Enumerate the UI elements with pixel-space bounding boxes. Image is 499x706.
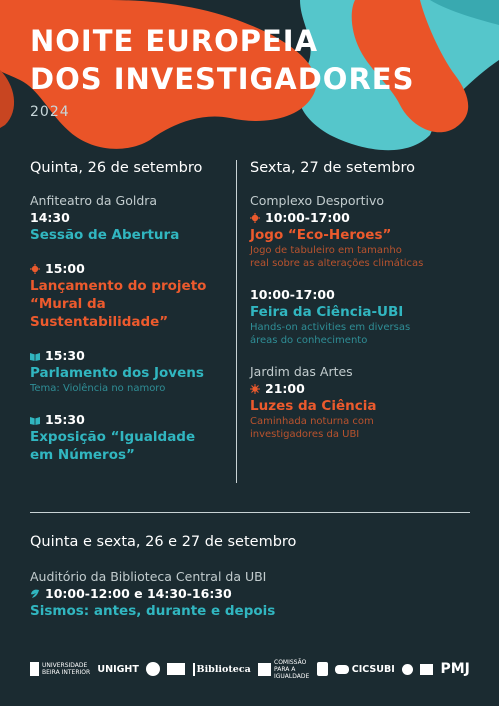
event-title: Feira da Ciência-UBI [250,304,404,320]
gear-emblem-icon [402,664,413,675]
pe-logo-icon [317,662,328,676]
column-divider [236,160,237,483]
event-time: 15:30 [30,411,230,428]
venue-sports-complex: Complexo Desportivo [250,193,385,208]
logo-bars [420,664,433,675]
event-equality-exhibition [30,411,230,464]
emblem-icon [146,662,160,676]
logo-boxed-emblem [167,663,185,675]
event-title: Jogo “Eco-Heroes” [250,227,392,243]
friday-column [250,160,480,457]
event-time: 15:00 [30,260,230,277]
book-icon [30,351,40,361]
event-description: Tema: Violência no namoro [30,383,166,394]
bars-logo-icon [420,664,433,675]
event-title: Sessão de Abertura [30,227,180,243]
logo-gear-emblem [402,664,413,675]
event-description: investigadores da UBI [250,429,360,440]
day-heading-both: Quinta e sexta, 26 e 27 de setembro [30,534,297,550]
venue-goldra: Anfiteatro da Goldra [30,193,158,208]
sun-icon [250,213,260,223]
event-title: Lançamento do projeto [30,278,207,294]
logo-ubi: UNIVERSIDADE BEIRA INTERIOR [30,662,90,676]
event-year: 2024 [30,104,70,120]
event-title: Sustentabilidade” [30,314,169,330]
event-time: 14:30 [30,210,70,225]
logo-comissao-igualdade: COMISSÃO PARA A IGUALDADE [258,659,309,680]
event-title [30,22,490,120]
event-title: Parlamento dos Jovens [30,365,204,381]
event-title: “Mural da [30,296,106,312]
logo-round-emblem [146,662,160,676]
venue-central-library: Auditório da Biblioteca Central da UBI [30,569,267,584]
logo-unight: UNIGHT [97,663,139,675]
book-icon [30,415,40,425]
event-description: real sobre as alterações climáticas [250,258,424,269]
event-time: 10:00-17:00 [250,287,335,302]
venue-arts-garden: Jardim das Artes [250,364,353,379]
logo-pe [317,662,328,676]
event-description: Jogo de tabuleiro em tamanho [250,245,402,256]
sun-icon [30,264,40,274]
thursday-column [30,160,230,480]
section-divider [30,512,470,513]
event-description: áreas do conhecimento [250,335,368,346]
biblioteca-bracket-icon [193,663,195,676]
logo-biblioteca: Biblioteca [193,663,251,676]
leaf-icon [30,589,40,599]
event-description: Hands-on activities em diversas [250,322,411,333]
event-time: 21:00 [250,380,480,397]
logo-pmj: PMJ [440,661,470,677]
comissao-logo-icon [258,663,271,676]
event-title: Exposição “Igualdade [30,429,196,445]
event-youth-parliament [30,347,230,395]
event-mural-project [30,260,230,331]
event-title: em Números” [30,447,135,463]
event-eco-heroes [250,209,480,270]
event-description: Caminhada noturna com [250,416,374,427]
day-heading-friday: Sexta, 27 de setembro [250,160,415,176]
event-time: 10:00-12:00 e 14:30-16:30 [30,585,470,602]
event-title: Sismos: antes, durante e depois [30,603,276,619]
event-science-lights [250,380,480,441]
star-icon [250,384,260,394]
event-time: 15:30 [30,347,230,364]
logo-cics: CICSUBI [335,664,395,675]
title-line-1: NOITE EUROPEIA [30,24,319,58]
event-opening-session [30,209,230,244]
event-title: Luzes da Ciência [250,398,377,414]
ubi-logo-icon [30,662,39,676]
title-line-2: DOS INVESTIGADORES [30,62,415,96]
emblem-box-icon [167,663,185,675]
event-science-fair [250,286,480,347]
day-heading-thursday: Quinta, 26 de setembro [30,160,203,176]
sponsor-logos [30,658,470,680]
both-days-section [30,534,470,620]
event-time: 10:00-17:00 [250,209,480,226]
cics-logo-icon [335,665,349,674]
